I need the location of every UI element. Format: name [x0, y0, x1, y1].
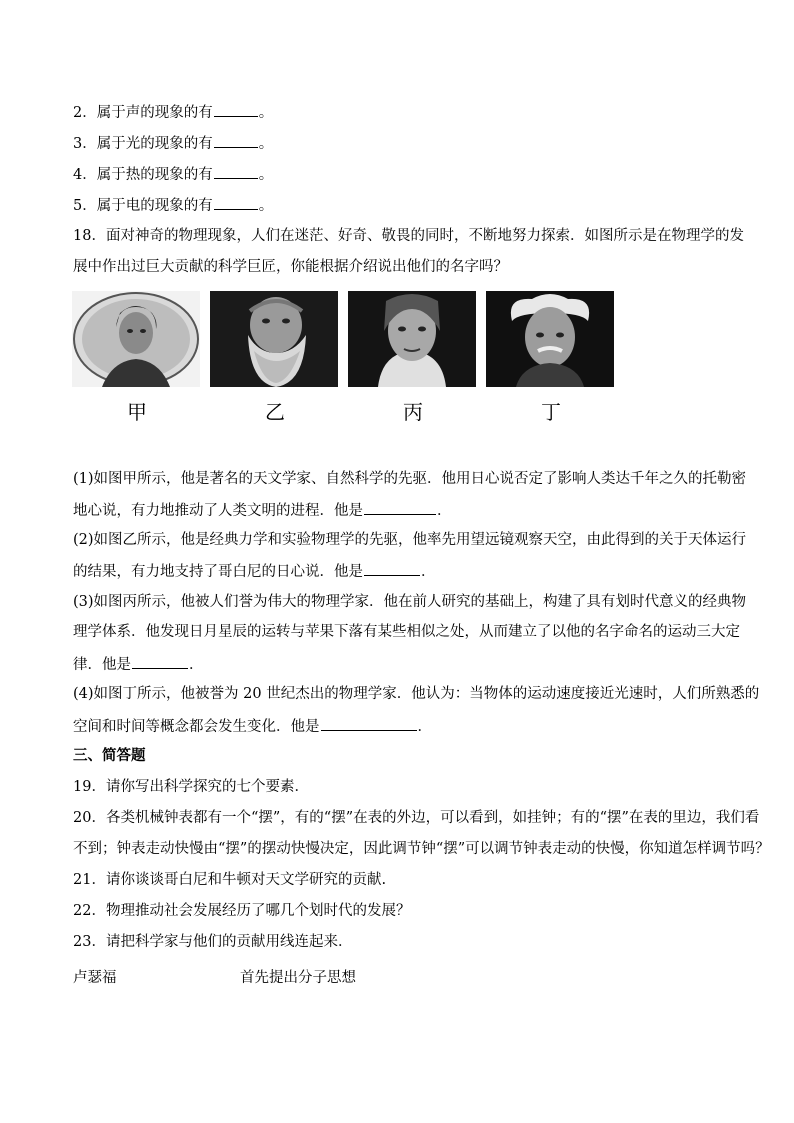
sub-question-1-line-1: (1)如图甲所示，他是著名的天文学家、自然科学的先驱．他用日心说否定了影响人类达千年之久的托勒密 [73, 471, 747, 487]
caption-bing: 丙 [403, 400, 423, 424]
answer-blank[interactable] [214, 132, 258, 148]
sub-question-4-line-1: (4)如图丁所示，他被誉为 20 世纪杰出的物理学家．他认为：当物体的运动速度接近光速时，人们所熟悉的 [73, 686, 760, 702]
match-left-item[interactable]: 卢瑟福 [73, 970, 117, 986]
answer-blank[interactable] [321, 715, 417, 731]
section-title: 三、简答题 [73, 747, 146, 764]
sub-question-4-line-2: 空间和时间等概念都会发生变化．他是 ． [73, 715, 733, 737]
fill-line-sound: 2．属于声的现象的有 。 [73, 101, 733, 123]
fill-line-heat: 4．属于热的现象的有 。 [73, 163, 733, 185]
caption-jia: 甲 [127, 400, 147, 424]
sub-question-1-line-2: 地心说，有力地推动了人类文明的进程．他是 ． [73, 499, 733, 521]
answer-blank[interactable] [214, 101, 258, 117]
question-22: 22．物理推动社会发展经历了哪几个划时代的发展？ [73, 903, 411, 919]
question-20-line-2: 不到；钟表走动快慢由“摆”的摆动快慢决定，因此调节钟“摆”可以调节钟表走动的快慢，你知道怎样调节吗？ [73, 841, 770, 857]
match-right-item[interactable]: 首先提出分子思想 [240, 970, 356, 986]
caption-yi: 乙 [265, 400, 285, 424]
portrait-bing-image [348, 291, 476, 387]
sub-question-2-line-2: 的结果，有力地支持了哥白尼的日心说．他是 ． [73, 560, 733, 582]
sub-question-3-line-1: (3)如图丙所示，他被人们誉为伟大的物理学家．他在前人研究的基础上，构建了具有划时代意义的经典物 [73, 594, 747, 610]
question-20-line-1: 20．各类机械钟表都有一个“摆”，有的“摆”在表的外边，可以看到，如挂钟；有的“摆”在表的里边，我们看 [73, 810, 760, 826]
portrait-yi-image [210, 291, 338, 387]
fill-line-light: 3．属于光的现象的有 。 [73, 132, 733, 154]
fill-line-electric: 5．属于电的现象的有 。 [73, 194, 733, 216]
question-18-line-1: 18．面对神奇的物理现象，人们在迷茫、好奇、敬畏的同时，不断地努力探索．如图所示是在物理学的发 [73, 228, 744, 244]
sub-question-3-line-3: 律．他是 ． [73, 653, 733, 675]
portrait-jia-image [72, 291, 200, 387]
answer-blank[interactable] [214, 163, 258, 179]
question-23: 23．请把科学家与他们的贡献用线连起来． [73, 934, 353, 950]
portrait-ding-image [486, 291, 614, 387]
answer-blank[interactable] [364, 560, 420, 576]
caption-ding: 丁 [541, 400, 561, 424]
answer-blank[interactable] [364, 499, 436, 515]
sub-question-2-line-1: (2)如图乙所示，他是经典力学和实验物理学的先驱，他率先用望远镜观察天空，由此得到的关于天体运行 [73, 532, 747, 548]
answer-blank[interactable] [214, 194, 258, 210]
question-18-line-2: 展中作出过巨大贡献的科学巨匠，你能根据介绍说出他们的名字吗？ [73, 259, 508, 275]
question-19: 19．请你写出科学探究的七个要素． [73, 779, 309, 795]
sub-question-3-line-2: 理学体系．他发现日月星辰的运转与苹果下落有某些相似之处，从而建立了以他的名字命名的运动三大定 [73, 624, 740, 640]
answer-blank[interactable] [132, 653, 188, 669]
question-21: 21．请你谈谈哥白尼和牛顿对天文学研究的贡献. [73, 872, 387, 888]
